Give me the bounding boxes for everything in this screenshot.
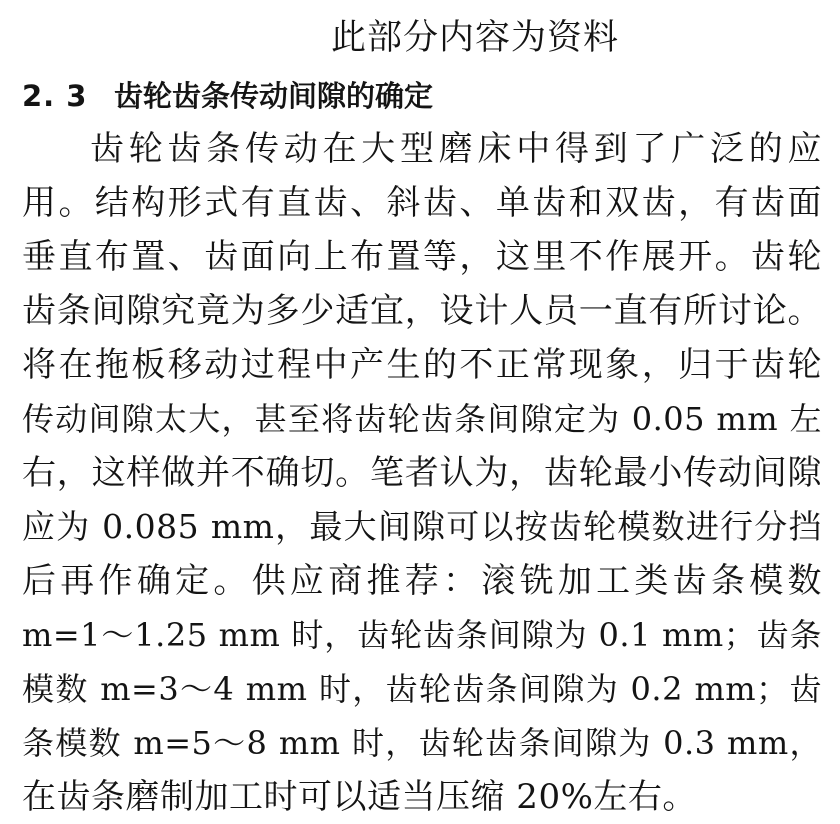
paragraph-line: 用。结构形式有直齿、斜齿、单齿和双齿，有齿面 (22, 183, 822, 223)
paragraph-line: 应为 0.085 mm，最大间隙可以按齿轮模数进行分挡 (22, 507, 822, 546)
section-title: 齿轮齿条传动间隙的确定 (114, 79, 434, 113)
paragraph-line: m=1～1.25 mm 时，齿轮齿条间隙为 0.1 mm；齿条 (22, 616, 822, 654)
body-paragraph (22, 122, 822, 824)
paragraph-line: 右，这样做并不确切。笔者认为，齿轮最小传动间隙 (22, 453, 822, 493)
banner-text: 此部分内容为资料 (330, 18, 619, 58)
paragraph-line: 垂直布置、齿面向上布置等，这里不作展开。齿轮 (22, 237, 822, 277)
paragraph-line: 模数 m=3～4 mm 时，齿轮齿条间隙为 0.2 mm；齿 (22, 670, 822, 708)
paragraph-line: 后再作确定。供应商推荐：滚铣加工类齿条模数 (22, 561, 822, 601)
section-heading (22, 74, 433, 118)
paragraph-line: 传动间隙太大，甚至将齿轮齿条间隙定为 0.05 mm 左 (22, 400, 822, 438)
paragraph-line: 齿轮齿条传动在大型磨床中得到了广泛的应 (90, 129, 822, 169)
section-number: 2. 3 (22, 79, 88, 113)
paragraph-line: 在齿条磨制加工时可以适当压缩 20%左右。 (22, 777, 697, 817)
paragraph-line: 齿条间隙究竟为多少适宜，设计人员一直有所讨论。 (22, 291, 822, 331)
paragraph-line: 将在拖板移动过程中产生的不正常现象，归于齿轮 (22, 345, 822, 385)
paragraph-line: 条模数 m=5～8 mm 时，齿轮齿条间隙为 0.3 mm， (22, 724, 822, 762)
